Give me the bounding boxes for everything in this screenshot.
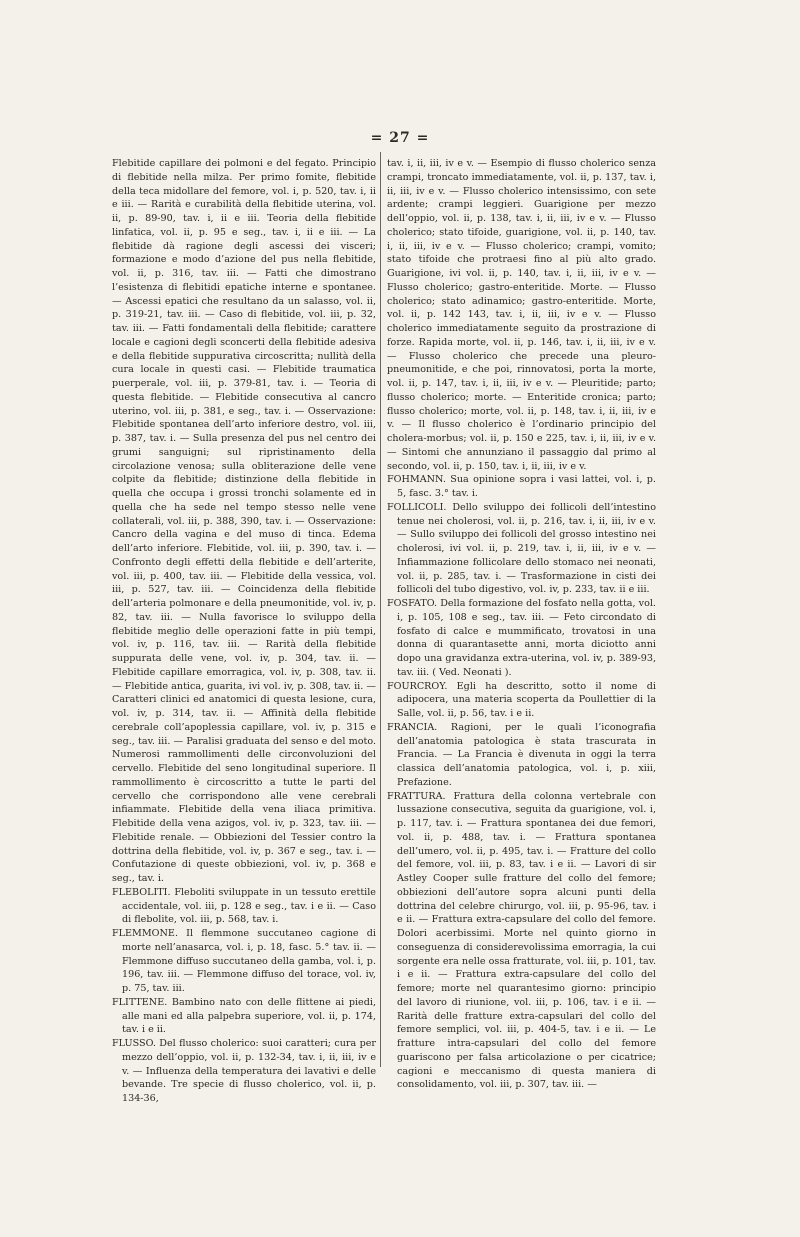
index-entry-flusso [112,1037,376,1106]
index-entry-fleboliti [112,886,376,927]
entry-head: FOLLICOLI. [387,501,447,513]
entry-text: Flebitide capillare dei polmoni e del fegato. Principio di flebitide nella milza. Per primo fomite, flebitide della teca midollare del femore, vol. i, p. 520, tav. i, ii e iii. — Rarità e curabilità della flebitide uterina, vol. ii, p. 89-90, tav. i, ii e iii. Teoria della flebitide linfatica, vol. ii, p. 95 e seg., tav. i, ii e iii. — La flebitide dà ragione degli ascessi dei visceri; formazione e modo d’azione del pus nella flebitide, vol. ii, p. 316, tav. iii. — Fatti che dimostrano l’esistenza di flebitidi epatiche interne e spontanee. — Ascessi epatici che resultano da un salasso, vol. ii, p. 319-21, tav. iii. — Caso di flebitide, vol. iii, p. 32, tav. iii. — Fatti fondamentali della flebitide; carattere locale e cagioni degli sconcerti della flebitide adesiva e della flebitide suppurativa circoscritta; nullità della cura locale in questi casi. — Flebitide traumatica puerperale, vol. iii, p. 379-81, tav. i. — Teoria di questa flebitide. — Flebitide consecutiva al cancro uterino, vol. iii, p. 381, e seg., tav. i. — Osservazione: Flebitide spontanea dell’arto inferiore destro, vol. iii, p. 387, tav. i. — Sulla presenza del pus nel centro dei grumi sanguigni; sul ripristinamento della circolazione venosa; sulla obliterazione delle vene colpite da flebitide; distinzione della flebitide in quella che occupa i grossi tronchi solamente ed in quella che ha sede nel tempo stesso nelle vene collaterali, vol. iii, p. 388, 390, tav. i. — Osservazione: Cancro della vagina e del muso di tinca. Edema dell’arto inferiore. Flebitide, vol. iii, p. 390, tav. i. — Confronto degli effetti della flebitide e dell’arterite, vol. iii, p. 400, tav. iii. — Flebitide della vessica, vol. iii, p. 527, tav. iii. — Coincidenza della flebitide dell’arteria polmonare e della pneumonitide, vol. iv, p. 82, tav. iii. — Nulla favorisce lo sviluppo della flebitide meglio delle operazioni fatte in più tempi, vol. iv, p. 116, tav. iii. — Rarità della flebitide suppurata delle vene, vol. iv, p. 304, tav. ii. — Flebitide capillare emorragica, vol. iv, p. 308, tav. ii. — Flebitide antica, guarita, ivi vol. iv, p. 308, tav. ii. — Caratteri clinici ed anatomici di questa lesione, cura, vol. iv, p. 314, tav. ii. — Affinità della flebitide cerebrale coll’apoplessia capillare, vol. iv, p. 315 e seg., tav. iii. — Paralisi graduata del senso e del moto. Numerosi rammollimenti delle circonvoluzioni del cervello. Flebitide del seno longitudinal superiore. Il rammollimento è circoscritto a tutte le parti del cervello che corrispondono alle vene cerebrali infiammate. Flebitide della vena iliaca primitiva. Flebitide della vena azigos, vol. iv, p. 323, tav. iii. — Flebitide renale. — Obbiezioni del Tessier contro la dottrina della flebitide, vol. iv, p. 367 e seg., tav. i. — Confutazione di queste obbiezioni, vol. iv, p. 368 e seg., tav. i. [112,158,376,884]
entry-text: Dello sviluppo dei follicoli dell’intestino tenue nei cholerosi, vol. ii, p. 216, tav. i, ii, iii, iv e v. — Sullo sviluppo dei follicoli del grosso intestino nei cholerosi, ivi vol. ii, p. 219, tav. i, ii, iii, iv e v. — Infiammazione follicolare dello stomaco nei neonati, vol. ii, p. 285, tav. i. — Trasformazione in cisti dei follicoli del tubo digestivo, vol. iv, p. 233, tav. ii e iii. [397,501,656,596]
index-entry-fosfato [387,597,656,680]
continuation-paragraph [112,157,376,886]
column-divider [380,152,381,1067]
entry-text: Il flemmone succutaneo cagione di morte nell’anasarca, vol. i, p. 18, fasc. 5.° tav. ii. — Flemmone diffuso succutaneo della gamba, vol. i, p. 196, tav. iii. — Flemmone diffuso del torace, vol. iv, p. 75, tav. iii. [122,928,376,994]
entry-text: Sua opinione sopra i vasi lattei, vol. i, p. 5, fasc. 3.° tav. i. [397,474,656,499]
continuation-paragraph [387,157,656,473]
entry-head: FOURCROY. [387,680,448,692]
entry-text: Della formazione del fosfato nella gotta, vol. i, p. 105, 108 e seg., tav. iii. — Feto circondato di fosfato di calce e mummificato, trovatosi in una donna di quarantasette anni, morta diciotto anni dopo una gravidanza extra-uterina, vol. iv, p. 389-93, tav. iii. ( Ved. Neonati ). [397,598,656,678]
left-column [112,157,376,1106]
index-entry-follicoli [387,501,656,597]
entry-text: Bambino nato con delle flittene ai piedi, alle mani ed alla palpebra superiore, vol. ii, p. 174, tav. i e ii. [122,996,376,1036]
entry-text: tav. i, ii, iii, iv e v. — Esempio di flusso cholerico senza crampi, troncato immediatamente, vol. ii, p. 137, tav. i, ii, iii, iv e v. — Flusso cholerico intensissimo, con sete ardente; crampi leggieri. Guarigione per mezzo dell’oppio, vol. ii, p. 138, tav. i, ii, iii, iv e v. — Flusso cholerico; stato tifoide, guarigione, vol. ii, p. 140, tav. i, ii, iii, iv e v. — Flusso cholerico; crampi, vomito; stato tifoide che protraesi fino al più alto grado. Guarigione, ivi vol. ii, p. 140, tav. i, ii, iii, iv e v. — Flusso cholerico; gastro-enteritide. Morte. — Flusso cholerico; stato adinamico; gastro-enteritide. Morte, vol. ii, p. 142 143, tav. i, ii, iii, iv e v. — Flusso cholerico immediatamente seguito da prostrazione di forze. Rapida morte, vol. ii, p. 146, tav. i, ii, iii, iv e v. — Flusso cholerico che precede una pleuro-pneumonitide, e che poi, rinnovatosi, porta la morte, vol. ii, p. 147, tav. i, ii, iii, iv e v. — Pleuritide; parto; flusso cholerico; morte. — Enteritide cronica; parto; flusso cholerico; morte, vol. ii, p. 148, tav. i, ii, iii, iv e v. — Il flusso cholerico è l’ordinario principio del cholera-morbus; vol. ii, p. 150 e 225, tav. i, ii, iii, iv e v. — Sintomi che annunziano il passaggio dal primo al secondo, vol. ii, p. 150, tav. i, ii, iii, iv e v. [387,158,656,472]
page-number: = 27 = [370,130,430,146]
index-entry-fourcroy [387,680,656,721]
index-entry-francia [387,721,656,790]
entry-head: FLEBOLITI. [112,886,171,898]
entry-text: Egli ha descritto, sotto il nome di adipocera, una materia scoperta da Poullettier di la Salle, vol. ii, p. 56, tav. i e ii. [397,680,656,719]
index-entry-flittene [112,996,376,1037]
index-entry-fohmann [387,473,656,501]
entry-head: FLEMMONE. [112,928,178,939]
entry-head: FLUSSO. [112,1038,156,1049]
entry-text: Frattura della colonna vertebrale con lussazione consecutiva, seguita da guarigione, vol. i, p. 117, tav. i. — Frattura spontanea dei due femori, vol. ii, p. 488, tav. i. — Frattura spontanea dell’umero, vol. ii, p. 495, tav. i. — Fratture del collo del femore, vol. iii, p. 83, tav. i e ii. — Lavori di sir Astley Cooper sulle fratture del collo del femore; obbiezioni dell’autore sopra alcuni punti della dottrina del celebre chirurgo, vol. iii, p. 95-96, tav. i e ii. — Frattura extra-capsulare del collo del femore. Dolori acerbissimi. Morte nel quinto giorno in conseguenza di considerevolissima emorragia, la cui sorgente era nelle ossa fratturate, vol. iii, p. 101, tav. i e ii. — Frattura extra-capsulare del collo del femore; morte nel quarantesimo giorno: principio del lavoro di riunione, vol. iii, p. 106, tav. i e ii. — Rarità delle fratture extra-capsulari del collo del femore semplici, vol. iii, p. 404-5, tav. i e ii. — Le fratture intra-capsulari del collo del femore guariscono per falsa articolazione o per cicatrice; cagioni e meccanismo di questa maniera di consolidamento, vol. iii, p. 307, tav. iii. — [397,790,656,1091]
entry-text: Ragioni, per le quali l’iconografia dell’anatomia patologica è stata trascurata in Francia. — La Francia è divenuta in oggi la terra classica dell’anatomia patologica, vol. i, p. xiii, Prefazione. [397,721,656,788]
entry-head: FOHMANN. [387,474,446,486]
entry-text: Fleboliti sviluppate in un tessuto erettile accidentale, vol. iii, p. 128 e seg., tav. i e ii. — Caso di flebolite, vol. iii, p. 568, tav. i. [122,886,376,926]
entry-head: FRATTURA. [387,790,446,802]
entry-head: FLITTENE. [112,996,168,1008]
entry-text: Del flusso cholerico: suoi caratteri; cura per mezzo dell’oppio, vol. ii, p. 132-34, tav. i, ii, iii, iv e v. — Influenza della temperatura dei lavativi e delle bevande. Tre specie di flusso cholerico, vol. ii, p. 134-36, [122,1038,376,1104]
index-entry-flemmone [112,927,376,996]
entry-head: FOSFATO. [387,598,438,609]
index-entry-frattura [387,790,656,1093]
right-column [387,157,656,1092]
entry-head: FRANCIA. [387,721,438,733]
